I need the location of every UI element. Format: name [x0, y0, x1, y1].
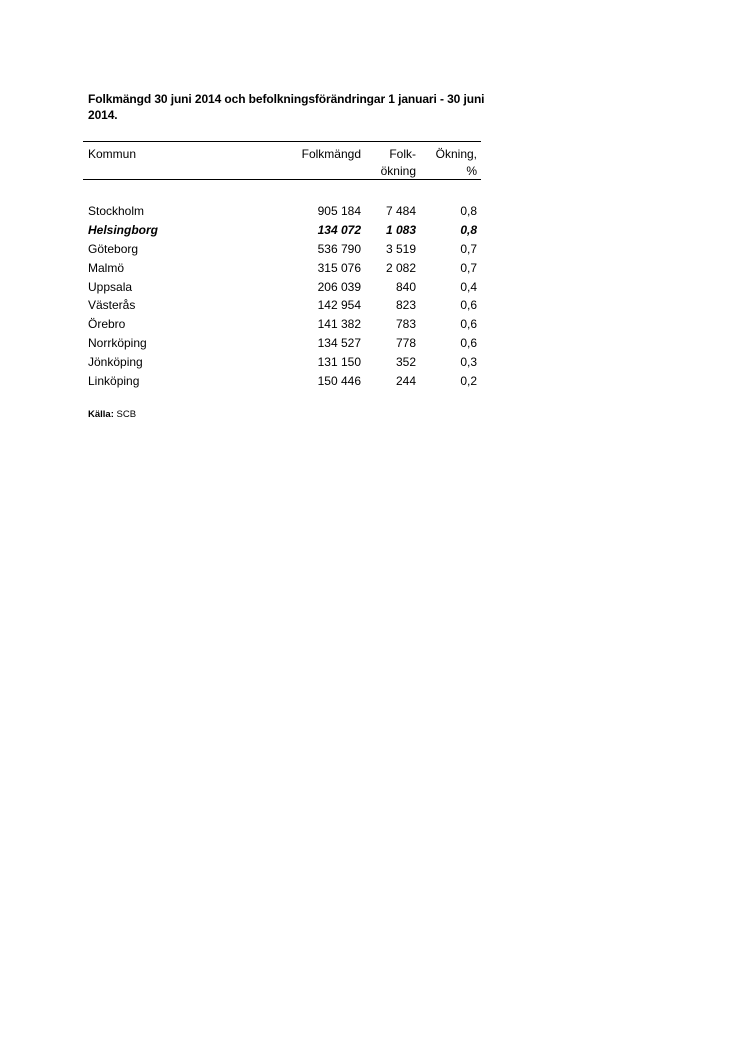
- cell-folkmangd: 536 790: [317, 241, 361, 256]
- cell-kommun: Göteborg: [88, 241, 139, 256]
- cell-folkokning: 1 083: [385, 222, 416, 237]
- cell-folkokning: 352: [395, 355, 416, 370]
- cell-folkmangd: 134 072: [317, 222, 361, 237]
- cell-folkokning: 823: [395, 298, 416, 313]
- cell-folkokning: 778: [395, 336, 416, 351]
- header-okning-percent: [436, 146, 477, 180]
- table-top-rule: [83, 141, 481, 142]
- header-okning-line2: %: [466, 164, 477, 178]
- source-value: SCB: [116, 409, 137, 420]
- cell-folkokning: 783: [395, 317, 416, 332]
- cell-okning: 0,6: [460, 298, 477, 313]
- header-folkmangd-label: Folkmängd: [301, 147, 361, 161]
- table-header-rule: [83, 179, 481, 180]
- header-kommun: [88, 146, 136, 163]
- header-folkmangd: [302, 146, 361, 163]
- source-note: [88, 409, 136, 421]
- table-body: [83, 202, 481, 391]
- cell-okning: 0,8: [460, 222, 477, 237]
- cell-folkokning: 2 082: [385, 260, 416, 275]
- table-row: [83, 296, 481, 315]
- cell-folkmangd: 206 039: [317, 279, 361, 294]
- cell-kommun: Västerås: [88, 298, 136, 313]
- cell-kommun: Malmö: [88, 260, 125, 275]
- cell-okning: 0,4: [460, 279, 477, 294]
- cell-kommun: Helsingborg: [88, 222, 159, 237]
- header-okning-line1: Ökning,: [435, 147, 477, 161]
- cell-okning: 0,2: [460, 374, 477, 389]
- cell-folkokning: 244: [395, 374, 416, 389]
- header-kommun-label: Kommun: [88, 147, 137, 161]
- header-folkokning-line1: Folk-: [389, 147, 416, 161]
- cell-folkmangd: 131 150: [317, 355, 361, 370]
- cell-folkmangd: 905 184: [317, 204, 361, 218]
- cell-folkokning: 7 484: [385, 204, 416, 218]
- cell-folkmangd: 134 527: [317, 336, 361, 351]
- table-row: [83, 278, 481, 297]
- cell-folkmangd: 142 954: [317, 298, 361, 313]
- table-row: [83, 334, 481, 353]
- cell-okning: 0,3: [460, 355, 477, 370]
- table-row: [83, 240, 481, 259]
- cell-kommun: Jönköping: [88, 355, 143, 370]
- table-row: [83, 259, 481, 278]
- cell-kommun: Linköping: [88, 374, 140, 389]
- cell-kommun: Örebro: [88, 317, 126, 332]
- header-folkokning-line2: ökning: [380, 164, 416, 178]
- cell-folkokning: 840: [395, 279, 416, 294]
- cell-okning: 0,7: [460, 260, 477, 275]
- cell-okning: 0,6: [460, 317, 477, 332]
- header-folkokning: [381, 146, 416, 180]
- cell-kommun: Norrköping: [88, 336, 147, 351]
- cell-okning: 0,8: [460, 204, 477, 218]
- cell-folkmangd: 141 382: [317, 317, 361, 332]
- cell-okning: 0,6: [460, 336, 477, 351]
- cell-folkmangd: 315 076: [317, 260, 361, 275]
- page-title: Folkmängd 30 juni 2014 och befolkningsförändringar 1 januari - 30 juni 2014.: [88, 92, 485, 122]
- cell-kommun: Uppsala: [88, 279, 133, 294]
- source-label: Källa:: [88, 409, 114, 420]
- table-row: [83, 221, 481, 240]
- table-row: [83, 315, 481, 334]
- table-row: [83, 372, 481, 391]
- table-row: [83, 202, 481, 221]
- cell-okning: 0,7: [460, 241, 477, 256]
- table-row: [83, 353, 481, 372]
- cell-folkokning: 3 519: [385, 241, 416, 256]
- cell-kommun: Stockholm: [88, 204, 145, 218]
- cell-folkmangd: 150 446: [317, 374, 361, 389]
